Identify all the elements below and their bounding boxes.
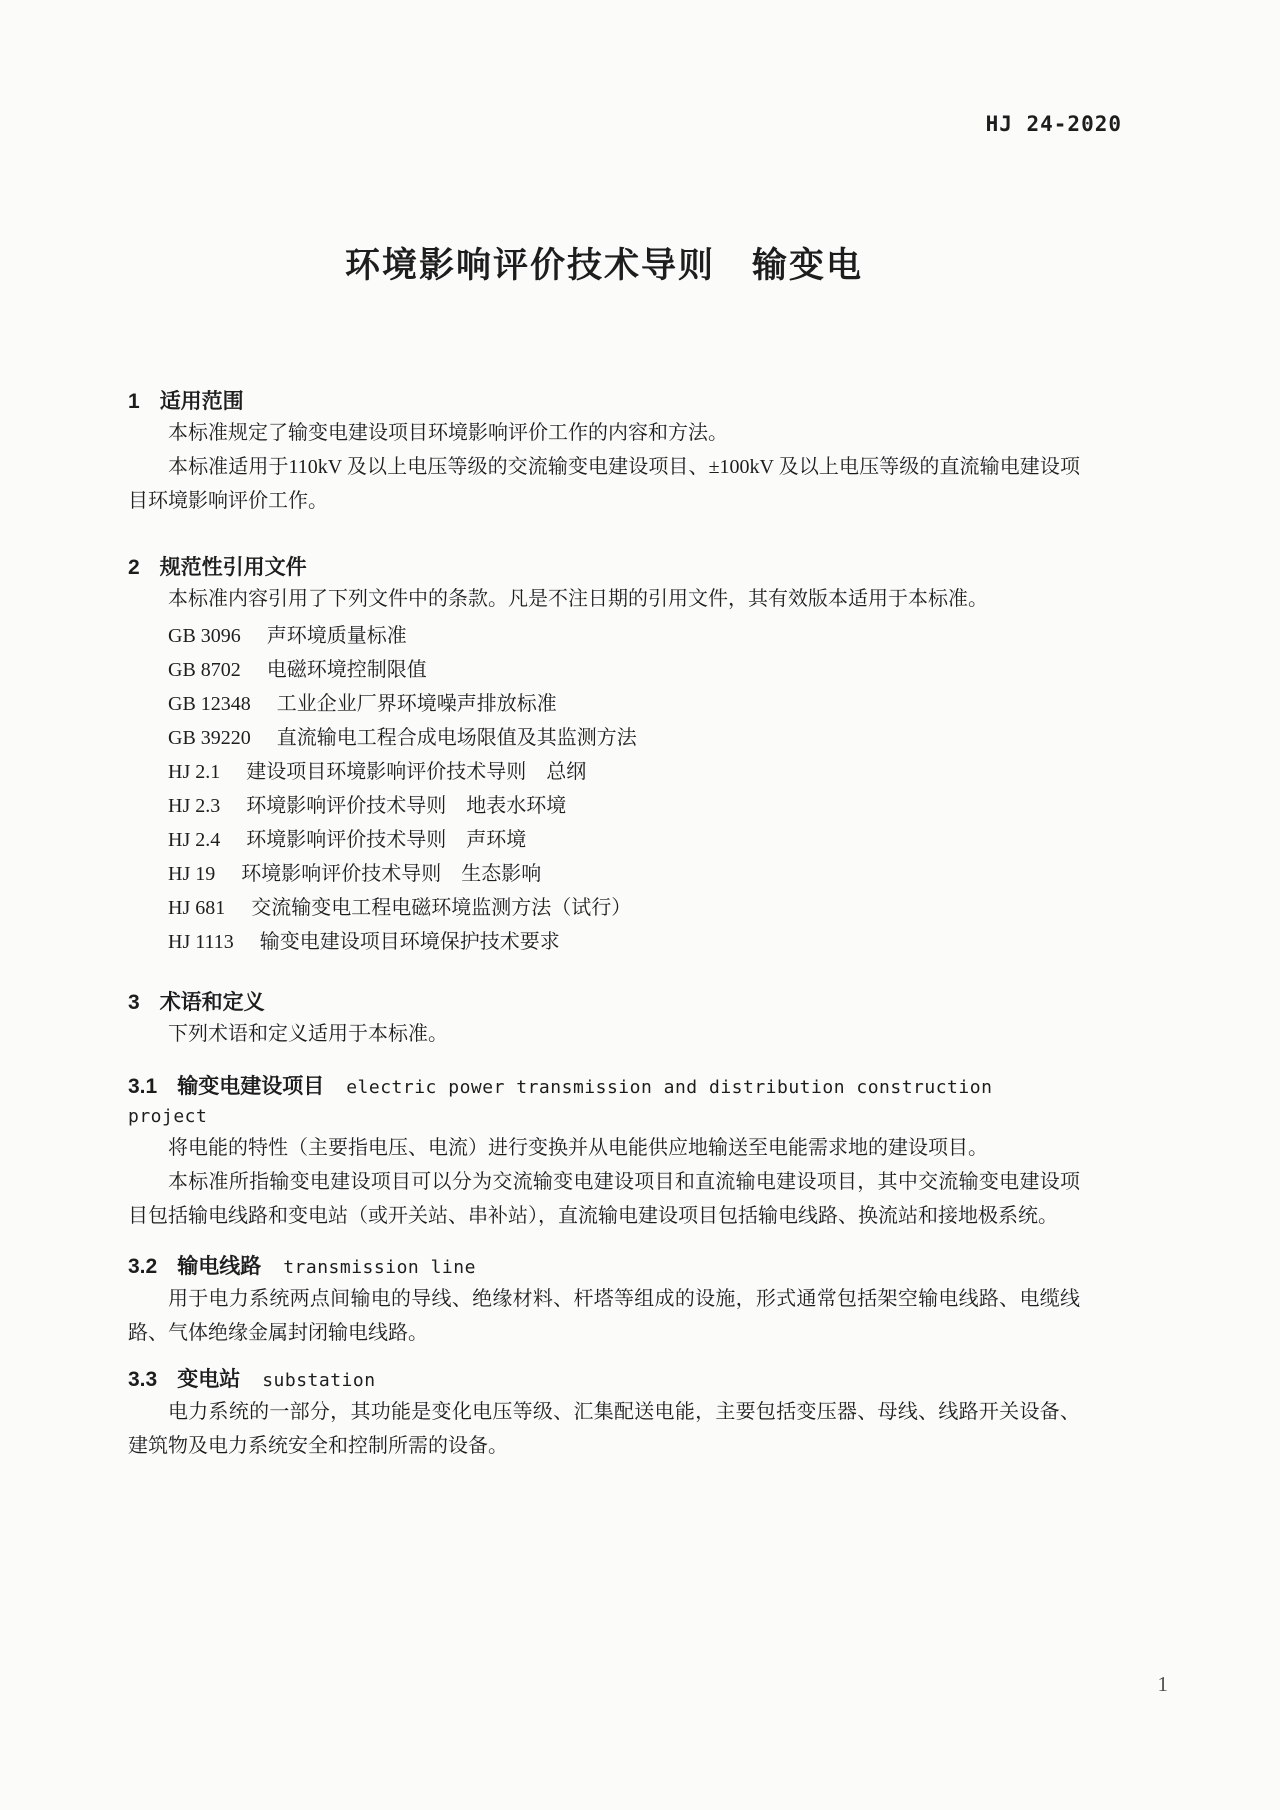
reference-title: 环境影响评价技术导则 生态影响 <box>241 863 542 885</box>
reference-title: 电磁环境控制限值 <box>266 659 427 681</box>
section-3-heading <box>128 989 1080 1017</box>
term-3-2-heading <box>128 1253 1080 1282</box>
page-title: 环境影响评价技术导则 输变电 <box>344 246 863 285</box>
term-3-2-label: 输电线路 <box>177 1255 262 1278</box>
section-1-paragraph-2: 本标准适用于110kV 及以上电压等级的交流输变电建设项目、±100kV 及以上电压等级的直流输电建设项目环境影响评价工作。 <box>128 456 1080 512</box>
doc-number: HJ 24-2020 <box>985 112 1122 136</box>
reference-title: 直流输电工程合成电场限值及其监测方法 <box>276 727 637 749</box>
reference-title: 环境影响评价技术导则 地表水环境 <box>246 795 567 817</box>
reference-item <box>168 653 1080 687</box>
reference-title: 输变电建设项目环境保护技术要求 <box>259 931 560 953</box>
section-2-intro: 本标准内容引用了下列文件中的条款。凡是不注日期的引用文件，其有效版本适用于本标准。 <box>168 588 988 610</box>
term-3-1-paragraph-2: 本标准所指输变电建设项目可以分为交流输变电建设项目和直流输电建设项目，其中交流输变电建设项目包括输电线路和变电站（或开关站、串补站），直流输电建设项目包括输电线路、换流站和接地极系统。 <box>128 1171 1080 1227</box>
term-3-3-heading <box>128 1366 1080 1395</box>
section-3-intro: 下列术语和定义适用于本标准。 <box>168 1023 448 1045</box>
reference-item <box>168 789 1080 823</box>
term-3-2-english: transmission line <box>283 1257 476 1278</box>
reference-item <box>168 857 1080 891</box>
reference-title: 交流输变电工程电磁环境监测方法（试行） <box>251 897 632 919</box>
term-3-2-number: 3.2 <box>128 1255 158 1278</box>
term-3-3-english: substation <box>262 1370 376 1391</box>
reference-item <box>168 721 1080 755</box>
section-1-heading <box>128 388 1080 416</box>
reference-title: 环境影响评价技术导则 声环境 <box>246 829 527 851</box>
section-3-number: 3 <box>128 991 140 1014</box>
reference-title: 声环境质量标准 <box>266 625 407 647</box>
section-1-number: 1 <box>128 390 140 413</box>
term-3-1-label: 输变电建设项目 <box>177 1075 325 1098</box>
references-list <box>128 619 1080 959</box>
term-3-1-paragraph-1: 将电能的特性（主要指电压、电流）进行变换并从电能供应地输送至电能需求地的建设项目。 <box>168 1137 988 1159</box>
reference-code: HJ 2.1 <box>168 761 221 783</box>
reference-item <box>168 823 1080 857</box>
reference-code: HJ 2.3 <box>168 795 221 817</box>
section-1-label: 适用范围 <box>159 390 244 413</box>
term-3-1-number: 3.1 <box>128 1075 158 1098</box>
reference-item <box>168 925 1080 959</box>
reference-title: 工业企业厂界环境噪声排放标准 <box>276 693 557 715</box>
reference-title: 建设项目环境影响评价技术导则 总纲 <box>246 761 587 783</box>
reference-item <box>168 891 1080 925</box>
reference-item <box>168 619 1080 653</box>
reference-code: GB 39220 <box>168 727 251 749</box>
reference-code: GB 8702 <box>168 659 241 681</box>
term-3-1-heading <box>128 1073 1080 1131</box>
section-3-label: 术语和定义 <box>159 991 265 1014</box>
reference-item <box>168 755 1080 789</box>
section-2-label: 规范性引用文件 <box>159 556 307 579</box>
page-content <box>128 0 1080 1463</box>
reference-code: HJ 1113 <box>168 931 234 953</box>
term-3-1-english: electric power transmission and distribution construction project <box>128 1077 993 1127</box>
section-2-number: 2 <box>128 556 140 579</box>
term-3-3-paragraph-1: 电力系统的一部分，其功能是变化电压等级、汇集配送电能，主要包括变压器、母线、线路开关设备、建筑物及电力系统安全和控制所需的设备。 <box>128 1401 1080 1457</box>
reference-item <box>168 687 1080 721</box>
page-number: 1 <box>1157 1672 1168 1696</box>
reference-code: GB 12348 <box>168 693 251 715</box>
reference-code: HJ 681 <box>168 897 226 919</box>
reference-code: HJ 2.4 <box>168 829 221 851</box>
section-2-heading <box>128 554 1080 582</box>
term-3-3-label: 变电站 <box>177 1368 241 1391</box>
section-1-paragraph-1: 本标准规定了输变电建设项目环境影响评价工作的内容和方法。 <box>168 422 728 444</box>
term-3-2-paragraph-1: 用于电力系统两点间输电的导线、绝缘材料、杆塔等组成的设施，形式通常包括架空输电线路、电缆线路、气体绝缘金属封闭输电线路。 <box>128 1288 1080 1344</box>
reference-code: GB 3096 <box>168 625 241 647</box>
term-3-3-number: 3.3 <box>128 1368 158 1391</box>
reference-code: HJ 19 <box>168 863 216 885</box>
